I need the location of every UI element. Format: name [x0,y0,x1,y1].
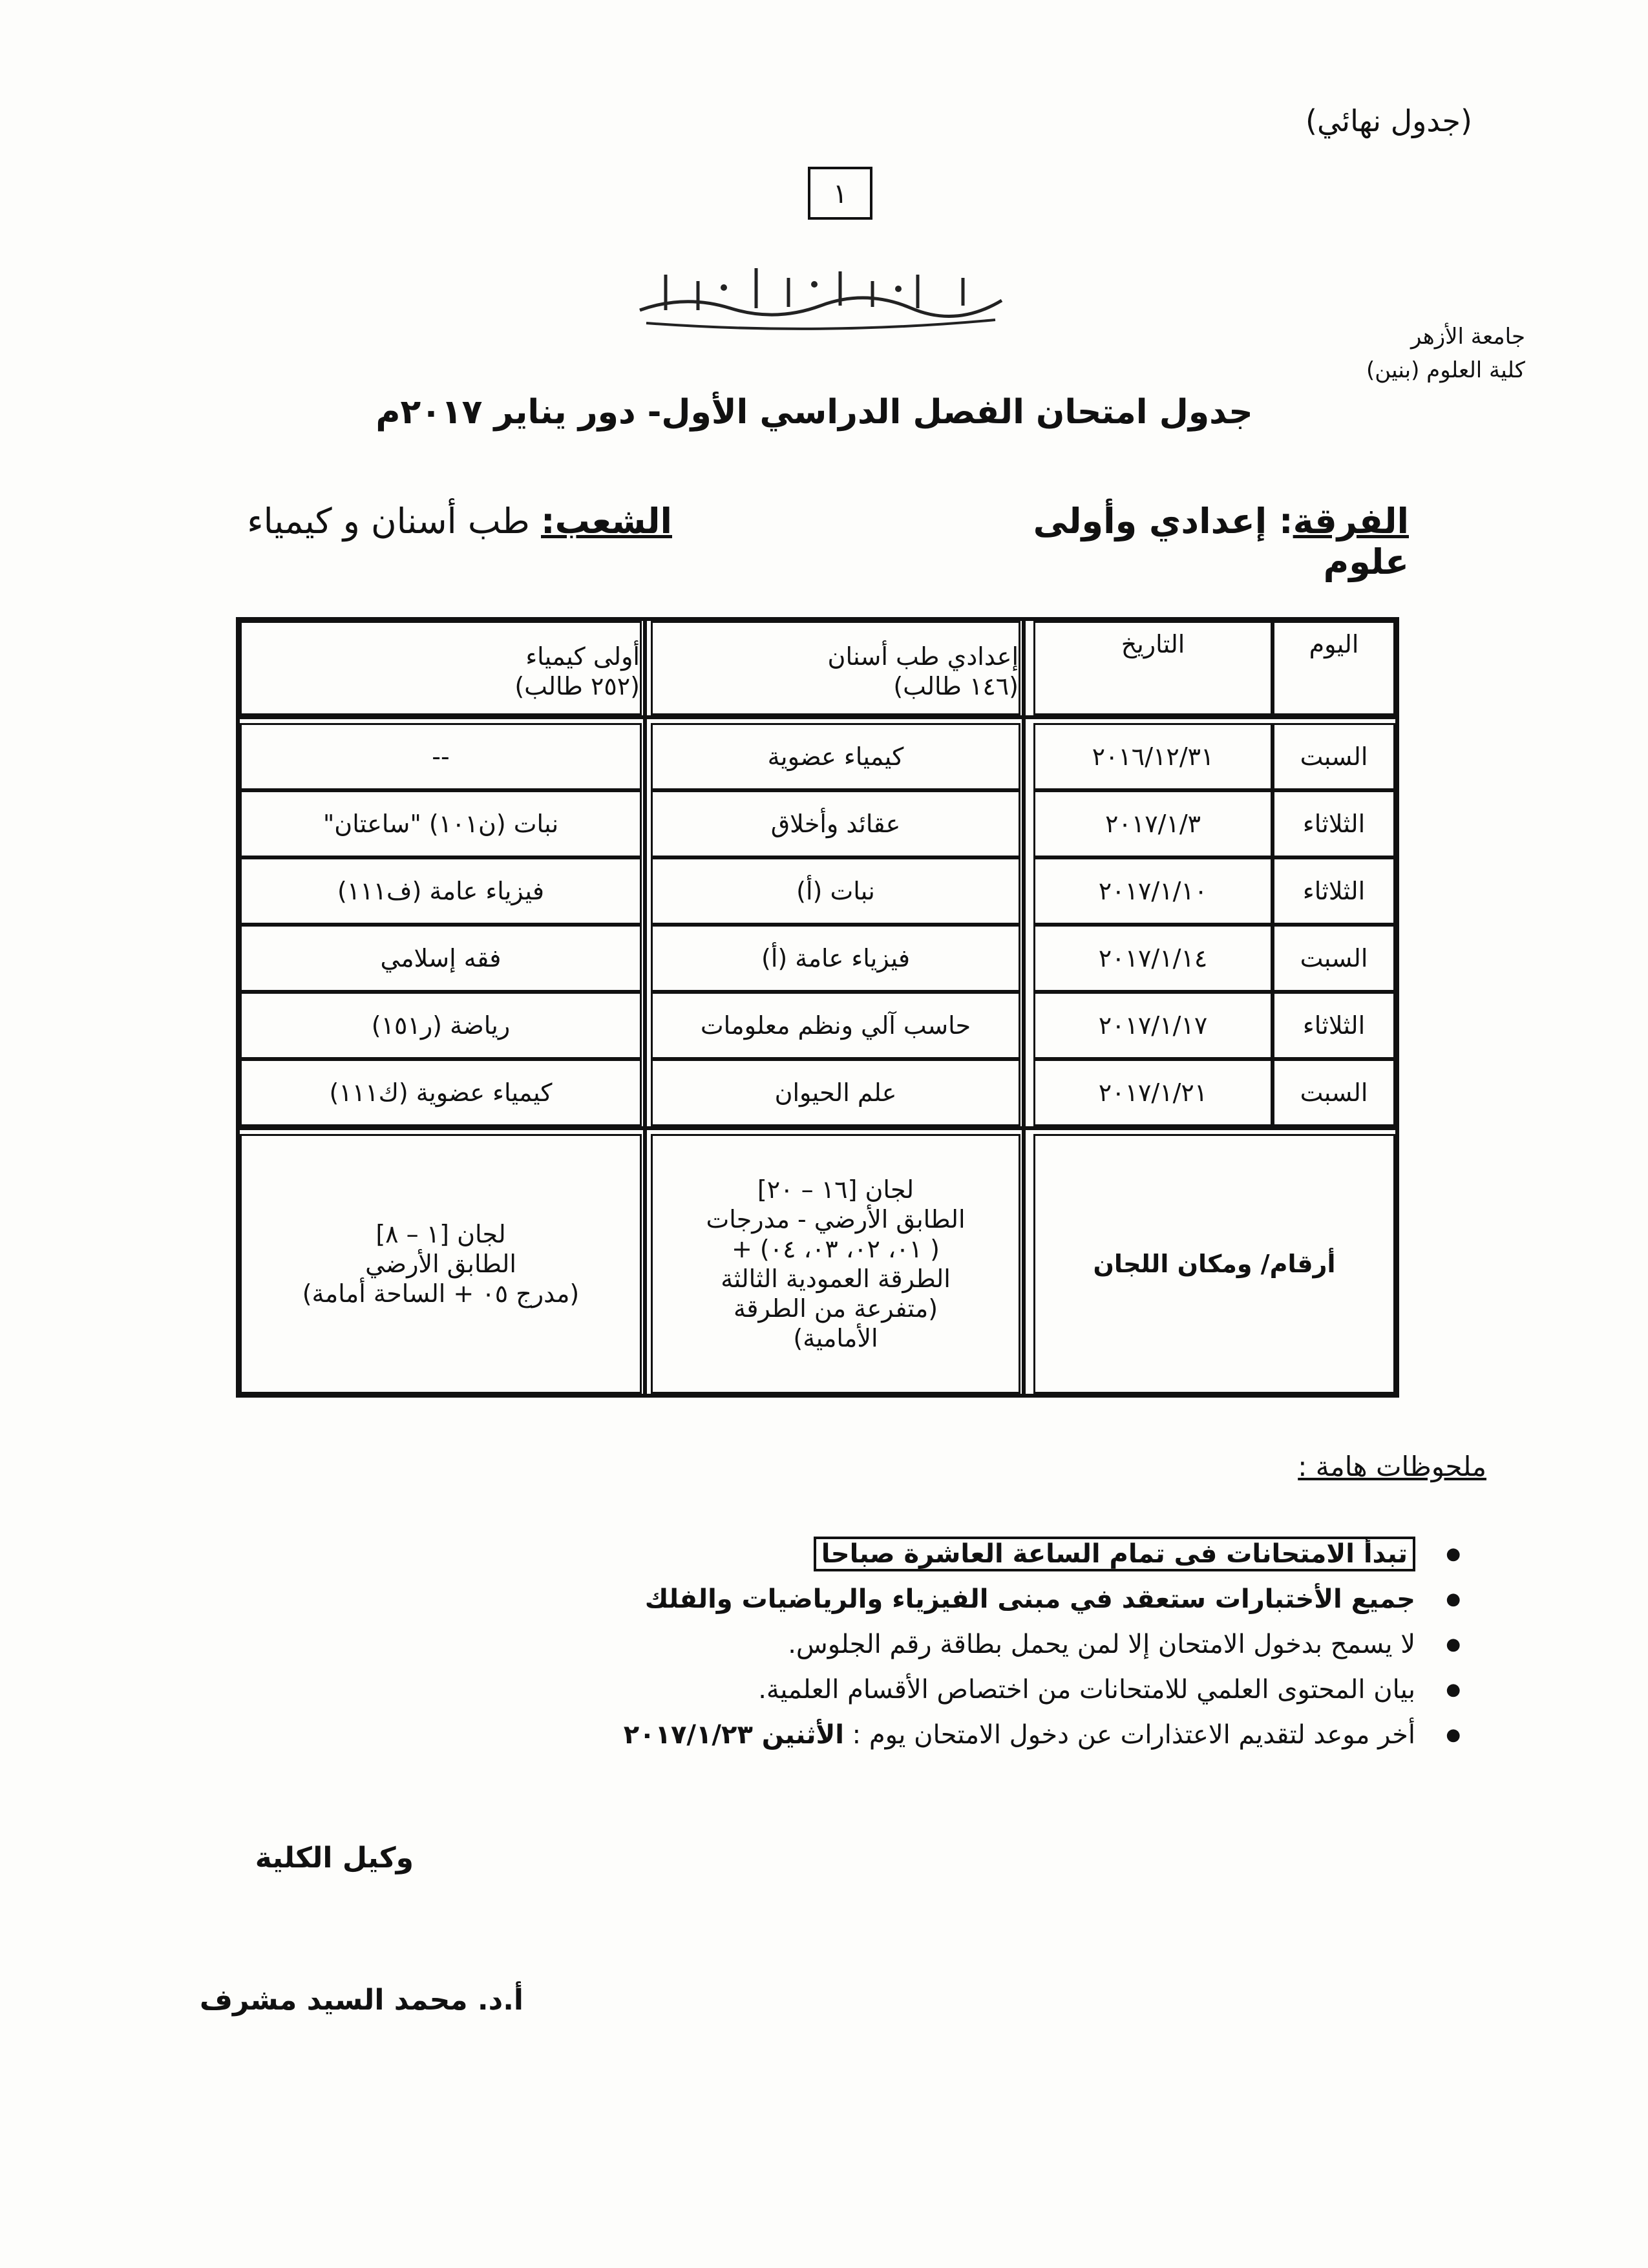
committee-line: الطابق الأرضي [365,1250,516,1278]
page-number: ١ [808,167,872,220]
committee-line: الطرقة العمودية الثالثة [721,1265,951,1293]
header-first-chem-count: (٢٥٢ طالب) [514,672,640,700]
cell-date: ٢٠١٧/١/٣ [1033,790,1273,857]
cell-day: الثلاثاء [1273,790,1395,857]
cell-date: ٢٠١٧/١/١٧ [1033,992,1273,1059]
note-deadline-date: ٢٠١٧/١/٢٣ [623,1720,762,1750]
committees-label: أرقام/ ومكان اللجان [1033,1134,1395,1394]
cell-day: السبت [1273,723,1395,790]
cell-prep-dent: حاسب آلي ونظم معلومات [651,992,1020,1059]
cell-date: ٢٠١٧/١/٢١ [1033,1059,1273,1126]
header-prep-dent-count: (١٤٦ طالب) [893,672,1019,700]
cell-prep-dent: عقائد وأخلاق [651,790,1020,857]
cell-day: السبت [1273,925,1395,992]
signature-name: أ.د. محمد السيد مشرف [199,1984,523,2017]
basmala-calligraphy-icon [627,249,1015,339]
list-item: ● جميع الأختبارات ستعقد في مبنى الفيزياء والرياضيات والفلك [452,1577,1461,1622]
committee-line: لجان [١ – ٨] [375,1220,506,1248]
header-prep-dent [651,621,1020,715]
cell-day: الثلاثاء [1273,857,1395,925]
cell-prep-dent: نبات (أ) [651,857,1020,925]
cell-date: ٢٠١٧/١/١٠ [1033,857,1273,925]
university-name: جامعة الأزهر [1411,324,1525,350]
division-field [207,501,672,541]
column-separator [643,621,647,1394]
cell-first-chem: نبات (ن١٠١) "ساعتان" [240,790,642,857]
cell-first-chem: رياضة (ر١٥١) [240,992,642,1059]
committees-first-chem [240,1134,642,1394]
list-item [452,1531,1461,1577]
header-date: التاريخ [1033,621,1273,715]
committee-line: ( ٠١، ٠٢، ٠٣، ٠٤) + [732,1235,940,1263]
cell-day: السبت [1273,1059,1395,1126]
division-label: الشعب: [541,501,672,541]
note-deadline-day: الأثنين [761,1720,844,1750]
committee-line: (مدرج ٠٥ + الساحة أمامة) [302,1279,580,1308]
list-item: ● بيان المحتوى العلمي للامتحانات من اختصاص الأقسام العلمية. [452,1667,1461,1712]
cell-first-chem: -- [240,723,642,790]
committee-line: الأمامية) [793,1324,878,1352]
exam-schedule-table [236,617,1399,1398]
header-first-chem-label: أولى كيمياء [525,642,640,671]
notes-list [452,1531,1461,1758]
signature-title: وكيل الكلية [255,1842,414,1874]
column-separator [1022,621,1026,1394]
note-deadline-text: أخر موعد لتقديم الاعتذارات عن دخول الامتحان يوم : [843,1720,1415,1750]
committee-line: لجان [١٦ – ٢٠] [757,1175,914,1204]
cell-prep-dent: فيزياء عامة (أ) [651,925,1020,992]
year-label: الفرقة [1293,501,1409,541]
cell-day: الثلاثاء [1273,992,1395,1059]
cell-date: ٢٠١٦/١٢/٣١ [1033,723,1273,790]
year-value: : إعدادي وأولى علوم [1033,501,1409,582]
final-schedule-tag: (جدول نهائي) [1305,103,1472,138]
university-block [1267,320,1525,387]
notes-label: ملحوظات هامة : [1298,1451,1486,1482]
list-item: ● لا يسمح بدخول الامتحان إلا لمن يحمل بطاقة رقم الجلوس. [452,1622,1461,1667]
division-value: طب أسنان و كيمياء [247,501,542,541]
header-separator [240,715,1395,719]
list-item [452,1712,1461,1758]
cell-prep-dent: كيمياء عضوية [651,723,1020,790]
committee-line: الطابق الأرضي - مدرجات [706,1205,966,1234]
cell-first-chem: فقه إسلامي [240,925,642,992]
committees-separator [240,1126,1395,1130]
faculty-name: كلية العلوم (بنين) [1366,357,1525,383]
cell-first-chem: كيمياء عضوية (ك١١١) [240,1059,642,1126]
cell-date: ٢٠١٧/١/١٤ [1033,925,1273,992]
committees-prep-dent [651,1134,1020,1394]
cell-prep-dent: علم الحيوان [651,1059,1020,1126]
year-field [944,501,1409,582]
cell-first-chem: فيزياء عامة (ف١١١) [240,857,642,925]
header-first-chem [240,621,642,715]
header-prep-dent-label: إعدادي طب أسنان [827,642,1019,671]
page-title: جدول امتحان الفصل الدراسي الأول- دور يناير ٢٠١٧م [375,393,1253,432]
header-day: اليوم [1273,621,1395,715]
note-boxed-text: تبدأ الامتحانات فى تمام الساعة العاشرة صباحا [814,1537,1415,1571]
committee-line: (متفرعة من الطرقة [733,1294,938,1323]
